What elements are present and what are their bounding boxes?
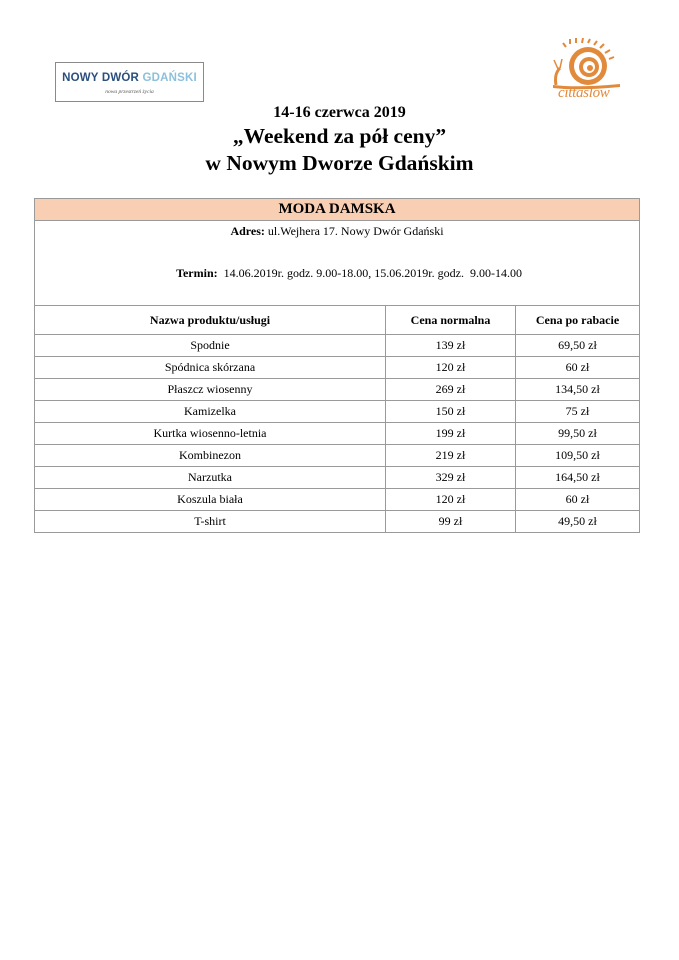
product-name: Płaszcz wiosenny: [35, 379, 386, 401]
logo-brand-part1: NOWY DWÓR: [62, 72, 140, 84]
cittaslow-logo: [548, 38, 632, 104]
logo-brand-part2: GDAŃSKI: [142, 72, 197, 84]
table-row: [35, 467, 640, 489]
product-name: Koszula biała: [35, 489, 386, 511]
event-title: „Weekend za pół ceny”: [232, 124, 447, 148]
product-name: Narzutka: [35, 467, 386, 489]
category-row: [35, 199, 640, 221]
discount-price: 49,50 zł: [516, 511, 640, 533]
address-line: [35, 221, 639, 242]
discount-price: 60 zł: [516, 357, 640, 379]
column-header-normal-price: Cena normalna: [386, 306, 516, 335]
price-table: [34, 198, 640, 533]
term-label: Termin:: [176, 266, 218, 280]
address-label: Adres:: [230, 224, 265, 238]
term-line: [35, 242, 639, 305]
event-city: w Nowym Dworze Gdańskim: [205, 151, 474, 175]
product-name: Kamizelka: [35, 401, 386, 423]
table-row: [35, 423, 640, 445]
table-row: [35, 489, 640, 511]
discount-price: 164,50 zł: [516, 467, 640, 489]
table-row: [35, 401, 640, 423]
normal-price: 120 zł: [386, 489, 516, 511]
event-date: 14-16 czerwca 2019: [273, 104, 406, 121]
product-name: T-shirt: [35, 511, 386, 533]
normal-price: 99 zł: [386, 511, 516, 533]
normal-price: 219 zł: [386, 445, 516, 467]
discount-price: 75 zł: [516, 401, 640, 423]
table-row: [35, 445, 640, 467]
product-name: Kombinezon: [35, 445, 386, 467]
column-header-discount-price: Cena po rabacie: [516, 306, 640, 335]
cittaslow-text: cittaslow: [558, 85, 610, 101]
discount-price: 69,50 zł: [516, 335, 640, 357]
snail-icon: [548, 38, 632, 90]
category-title: MODA DAMSKA: [35, 199, 640, 221]
column-header-product: Nazwa produktu/usługi: [35, 306, 386, 335]
nowy-dwor-gdanski-logo: [55, 62, 204, 102]
product-name: Kurtka wiosenno-letnia: [35, 423, 386, 445]
discount-price: 60 zł: [516, 489, 640, 511]
info-row: [35, 221, 640, 306]
product-name: Spodnie: [35, 335, 386, 357]
normal-price: 199 zł: [386, 423, 516, 445]
normal-price: 139 zł: [386, 335, 516, 357]
normal-price: 329 zł: [386, 467, 516, 489]
discount-price: 134,50 zł: [516, 379, 640, 401]
normal-price: 269 zł: [386, 379, 516, 401]
table-row: [35, 379, 640, 401]
term-value: 14.06.2019r. godz. 9.00-18.00, 15.06.2019r. godz. 9.00-14.00: [217, 266, 522, 280]
address-value: ul.Wejhera 17. Nowy Dwór Gdański: [264, 224, 444, 238]
normal-price: 150 zł: [386, 401, 516, 423]
table-header-row: [35, 306, 640, 335]
normal-price: 120 zł: [386, 357, 516, 379]
discount-price: 109,50 zł: [516, 445, 640, 467]
product-name: Spódnica skórzana: [35, 357, 386, 379]
logo-tagline: nowa przestrzeń życia: [105, 89, 154, 95]
discount-price: 99,50 zł: [516, 423, 640, 445]
table-row: [35, 511, 640, 533]
table-row: [35, 357, 640, 379]
table-row: [35, 335, 640, 357]
